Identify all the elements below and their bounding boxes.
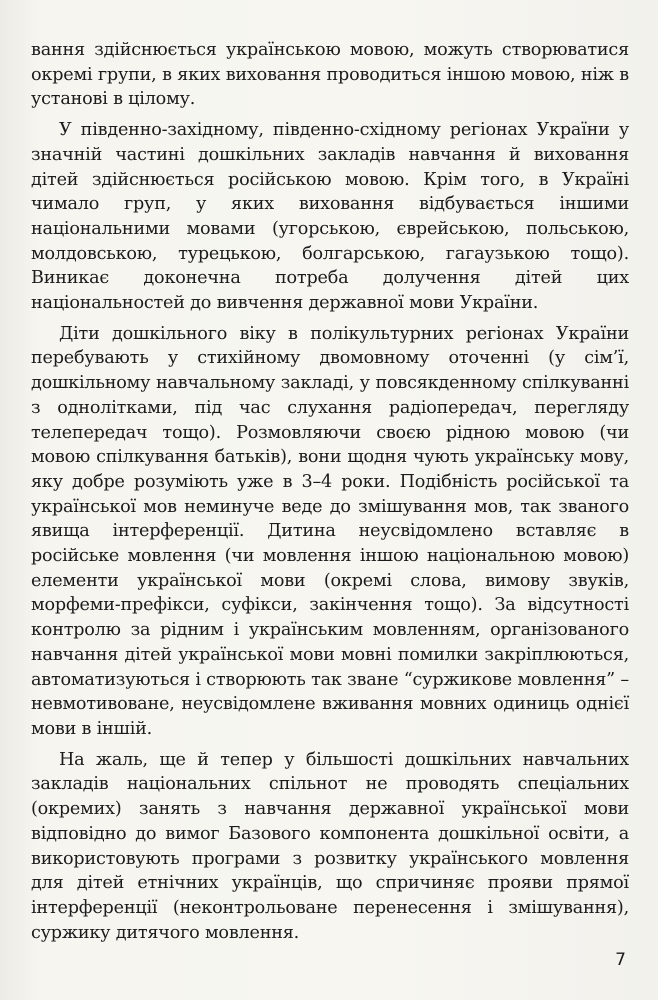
paragraph-bilingual-environment: Діти дошкільного віку в полікультурних регіонах України перебувають у стихійному двомовному оточенні (у сім’ї, дошкільному навчальному закладі, у повсякденному спілкуванні з однолітками, під час слухання радіопередач, перегляду телепередач тощо). Розмовляючи своєю рідною мовою (чи мовою спілкування батьків), вони щодня чують українську мову, яку добре розуміють уже в 3–4 роки. Подібність російської та української мов неминуче веде до змішування мов, так званого явища інтерференції. Дитина неусвідомлено вставляє в російське мовлення (чи мовлення іншою національною мовою) елементи української мови (окремі слова, вимову звуків, морфеми-префікси, суфікси, закінчення тощо). За відсутності контролю за рідним і українським мовленням, організованого навчання дітей української мови мовні помилки закріплюються, автоматизуються і створюють так зване “суржикове мовлення” – невмотивоване, неусвідомлене вживання мовних одиниць однієї мови в іншій. (31, 323, 629, 739)
paragraph-regions: У південно-західному, південно-східному регіонах України у значній частині дошкільних закладів навчання й виховання дітей здійснюється російською мовою. Крім того, в Україні чимало груп, у яких виховання відбувається іншими національними мовами (угорською, єврейською, польською, молдовською, турецькою, болгарською, гагаузькою тощо). Виникає доконечна потреба долучення дітей цих національностей до вивчення державної мови України. (31, 120, 629, 314)
page-number: 7 (615, 950, 626, 970)
paragraph-continuation: вання здійснюється українською мовою, можуть створюватися окремі групи, в яких виховання проводиться іншою мовою, ніж в установі в цілому. (31, 40, 629, 110)
body-text (31, 38, 629, 945)
paragraph-unfortunately: На жаль, ще й тепер у більшості дошкільних навчальних закладів національних спільнот не проводять спеціальних (окремих) занять з навчання державної української мови відповідно до вимог Базового компонента дошкільної освіти, а використовують програми з розвитку українського мовлення для дітей етнічних українців, що спричиняє прояви прямої інтерференції (неконтрольоване перенесення і змішування), суржику дитячого мовлення. (31, 749, 629, 943)
